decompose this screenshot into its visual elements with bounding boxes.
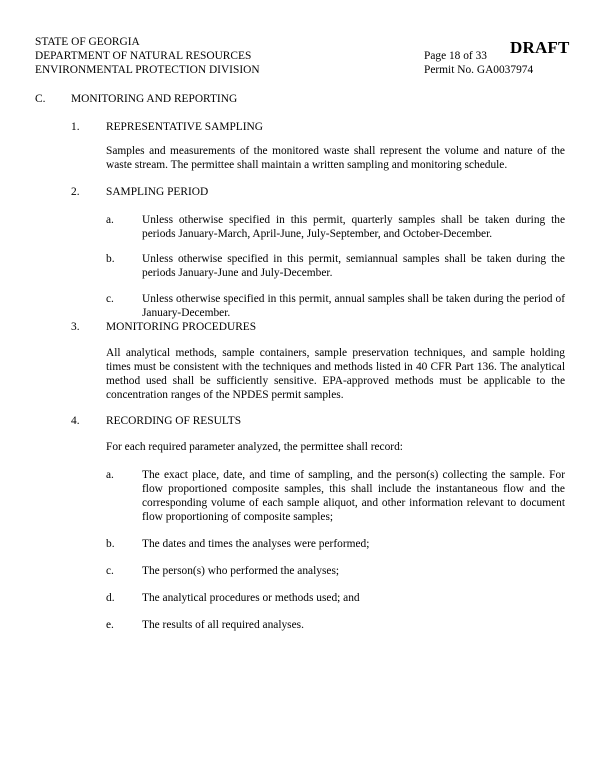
list-item-text: The analytical procedures or methods used; and	[142, 592, 360, 604]
draft-stamp: DRAFT	[510, 38, 570, 57]
page-number: Page 18 of 33	[424, 50, 487, 62]
list-item-text: The results of all required analyses.	[142, 619, 304, 631]
subsection-4-intro: For each required parameter analyzed, the permittee shall record:	[106, 441, 403, 453]
agency-division: ENVIRONMENTAL PROTECTION DIVISION	[35, 64, 260, 76]
list-item-text: Unless otherwise specified in this permit, semiannual samples shall be taken during the periods January-June and July-December.	[142, 253, 565, 279]
agency-state: STATE OF GEORGIA	[35, 36, 140, 48]
list-item-label: a.	[106, 214, 114, 226]
permit-number: Permit No. GA0037974	[424, 64, 534, 76]
subsection-2-number: 2.	[71, 186, 80, 198]
list-item-text: Unless otherwise specified in this permit, annual samples shall be taken during the period of January-December.	[142, 293, 565, 319]
subsection-4-title: RECORDING OF RESULTS	[106, 415, 242, 427]
list-item-label: e.	[106, 619, 114, 631]
list-item-label: c.	[106, 565, 114, 577]
subsection-1-title: REPRESENTATIVE SAMPLING	[106, 121, 263, 133]
subsection-4-number: 4.	[71, 415, 80, 427]
list-item-label: b.	[106, 253, 115, 265]
subsection-1-number: 1.	[71, 121, 80, 133]
list-item-label: d.	[106, 592, 115, 604]
subsection-3-number: 3.	[71, 321, 80, 333]
list-item-text: The dates and times the analyses were performed;	[142, 538, 370, 550]
subsection-2-title: SAMPLING PERIOD	[106, 186, 209, 198]
subsection-3-body: All analytical methods, sample containers, sample preservation techniques, and sample holding times must be consistent with the techniques and methods listed in 40 CFR Part 136. The analytical method used shall be sufficiently sensitive. EPA-approved methods must be applicable to the concentration ranges of the NPDES permit samples.	[106, 347, 565, 401]
agency-department: DEPARTMENT OF NATURAL RESOURCES	[35, 50, 252, 62]
list-item-text: The person(s) who performed the analyses;	[142, 565, 340, 577]
list-item-text: The exact place, date, and time of sampling, and the person(s) collecting the sample. For flow proportioned composite samples, this shall include the instantaneous flow and the corresponding volume of each sample aliquot, and other information relevant to document flow proportioning of composite samples;	[142, 469, 565, 523]
list-item-label: b.	[106, 538, 115, 550]
list-item-text: Unless otherwise specified in this permit, quarterly samples shall be taken during the periods January-March, April-June, July-September, and October-December.	[142, 214, 565, 240]
list-item-label: c.	[106, 293, 114, 305]
list-item-label: a.	[106, 469, 114, 481]
subsection-1-body: Samples and measurements of the monitored waste shall represent the volume and nature of the waste stream. The permittee shall maintain a written sampling and monitoring schedule.	[106, 145, 565, 171]
subsection-3-title: MONITORING PROCEDURES	[106, 321, 257, 333]
section-title: MONITORING AND REPORTING	[71, 93, 238, 105]
section-letter: C.	[35, 93, 46, 105]
agency-header	[35, 35, 260, 77]
